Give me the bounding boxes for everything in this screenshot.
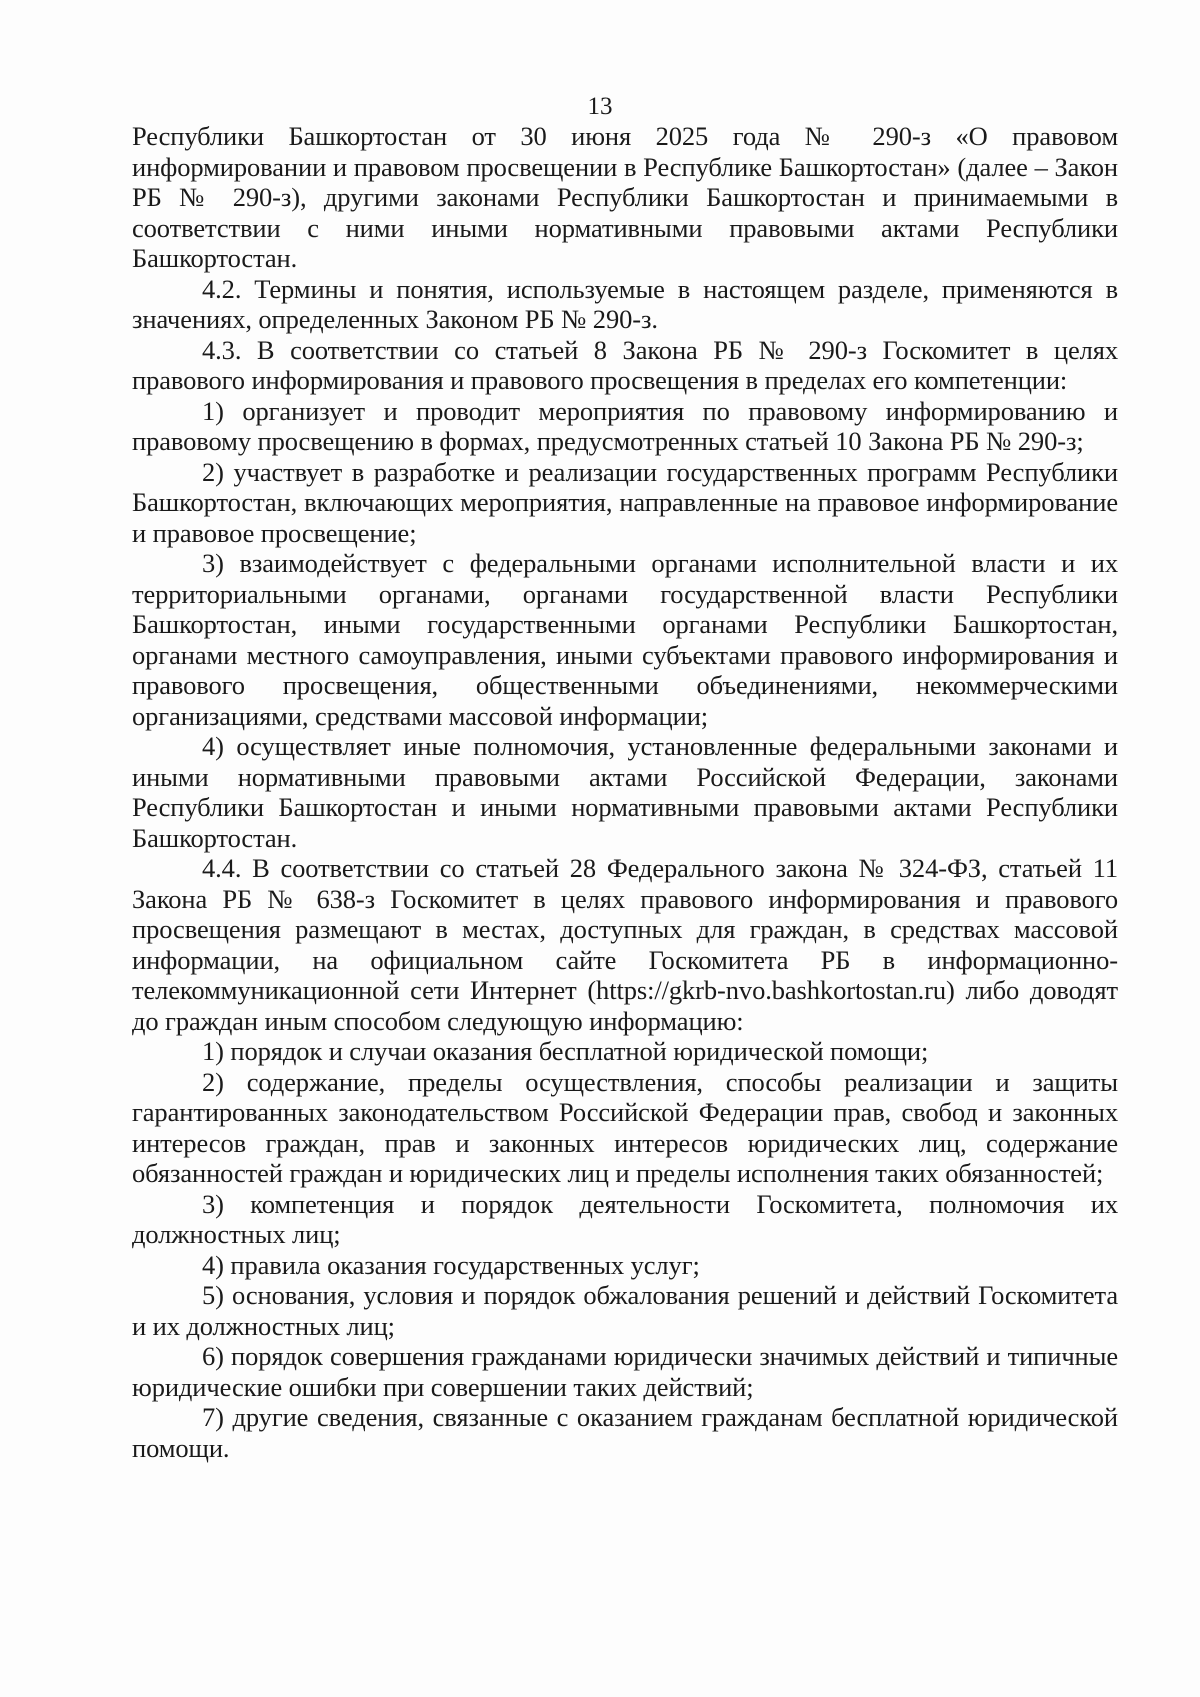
list-item-4-4-1: 1) порядок и случаи оказания бесплатной юридической помощи; <box>202 1036 929 1066</box>
list-item-4-4-5: 5) основания, условия и порядок обжалования решений и действий Госкомитета и их должностных лиц; <box>132 1280 1118 1341</box>
list-item-4-4-2: 2) содержание, пределы осуществления, способы реализации и защиты гарантированных законодательством Российской Федерации прав, свобод и законных интересов граждан, прав и законных интересов юридических лиц, содержание обязанностей граждан и юридических лиц и пределы исполнения таких обязанностей; <box>132 1066 1118 1188</box>
list-item-4-4-3: 3) компетенция и порядок деятельности Госкомитета, полномочия их должностных лиц; <box>132 1188 1118 1249</box>
document-body <box>132 121 1118 1463</box>
list-item-4-3-1: 1) организует и проводит мероприятия по правовому информированию и правовому просвещению в формах, предусмотренных статьей 10 Закона РБ № 290-з; <box>132 395 1118 456</box>
list-item-4-4-4: 4) правила оказания государственных услуг; <box>202 1249 700 1280</box>
list-item-4-3-3: 3) взаимодействует с федеральными органами исполнительной власти и их территориальными органами, органами государственной власти Республики Башкортостан, иными государственными органами Республики Башкортостан, органами местного самоуправления, иными субъектами правового информирования и правового просвещения, общественными объединениями, некоммерческими организациями, средствами массовой информации; <box>132 548 1118 731</box>
list-item-4-4-7: 7) другие сведения, связанные с оказанием гражданам бесплатной юридической помощи. <box>132 1402 1118 1463</box>
paragraph-4-4: 4.4. В соответствии со статьей 28 Федерального закона № 324-ФЗ, статьей 11 Закона РБ № 638-з Госкомитет в целях правового информирования и правового просвещения размещают в местах, доступных для граждан, в средствах массовой информации, на официальном сайте Госкомитета РБ в информационно-телекоммуникационной сети Интернет (https://gkrb-nvo.bashkortostan.ru) либо доводят до граждан иным способом следующую информацию: <box>132 853 1118 1036</box>
list-item-4-3-4: 4) осуществляет иные полномочия, установленные федеральными законами и иными нормативными правовыми актами Российской Федерации, законами Республики Башкортостан и иными нормативными правовыми актами Республики Башкортостан. <box>132 731 1118 853</box>
page-number: 13 <box>587 93 613 120</box>
paragraph-4-2: 4.2. Термины и понятия, используемые в настоящем разделе, применяются в значениях, определенных Законом РБ № 290-з. <box>132 273 1118 334</box>
paragraph-4-3: 4.3. В соответствии со статьей 8 Закона РБ № 290-з Госкомитет в целях правового информирования и правового просвещения в пределах его компетенции: <box>132 334 1118 395</box>
list-item-4-3-2: 2) участвует в разработке и реализации государственных программ Республики Башкортостан, включающих мероприятия, направленные на правовое информирование и правовое просвещение; <box>132 456 1118 548</box>
paragraph-continuation: Республики Башкортостан от 30 июня 2025 года № 290-з «О правовом информировании и правовом просвещении в Республике Башкортостан» (далее – Закон РБ № 290-з), другими законами Республики Башкортостан и принимаемыми в соответствии с ними иными нормативными правовыми актами Республики Башкортостан. <box>132 121 1118 273</box>
list-item-4-4-6: 6) порядок совершения гражданами юридически значимых действий и типичные юридические ошибки при совершении таких действий; <box>132 1341 1118 1402</box>
